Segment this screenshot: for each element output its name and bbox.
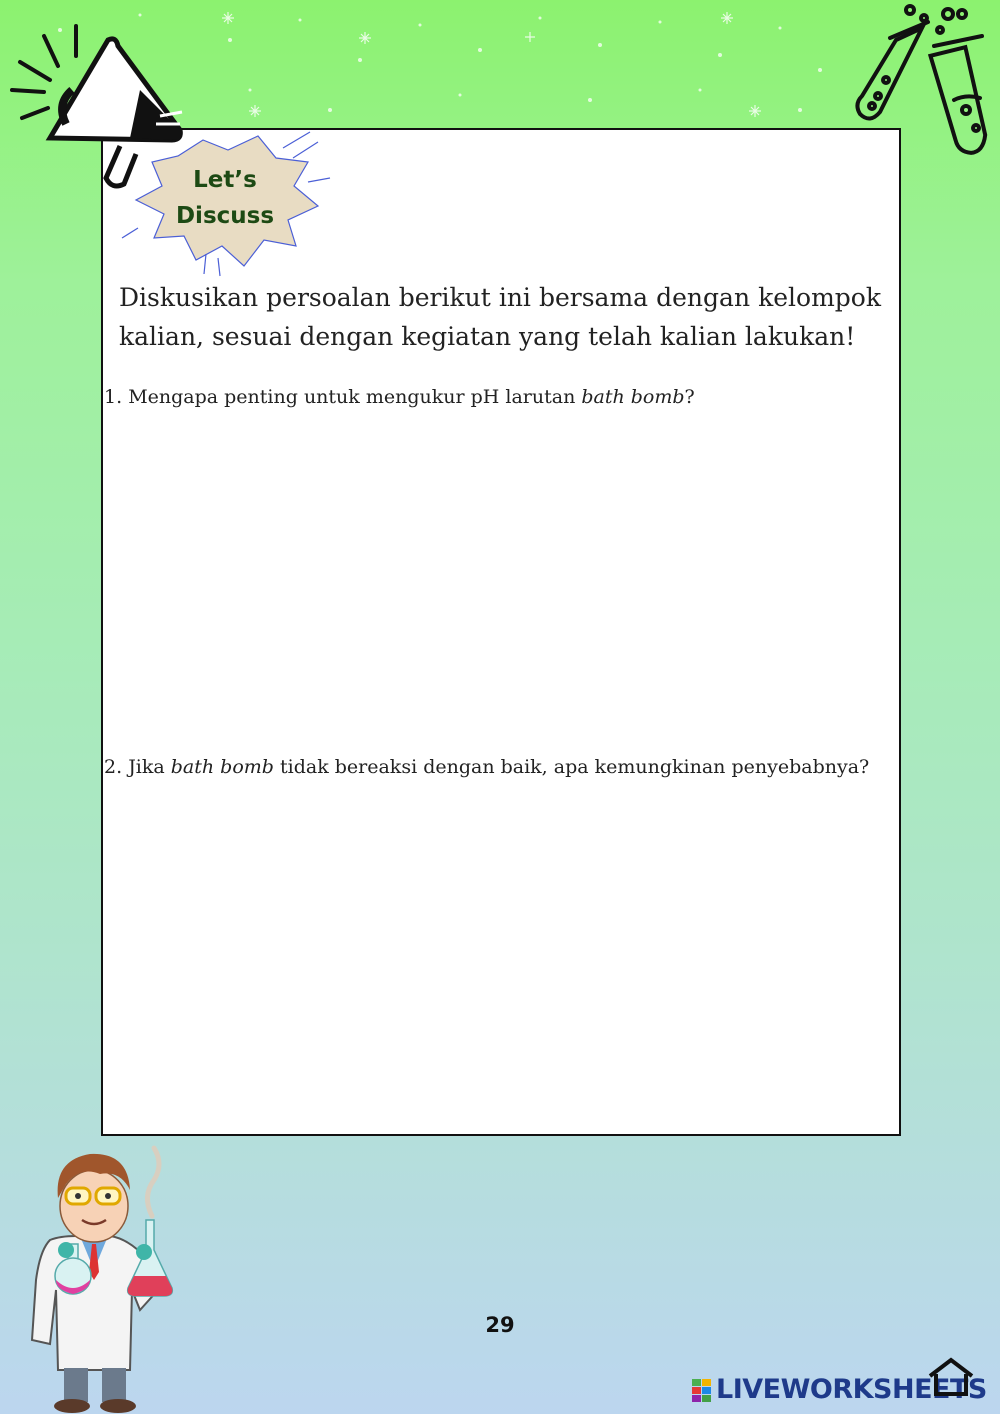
badge-line-1: Let’s [193, 167, 257, 193]
scientist-illustration [20, 1140, 190, 1414]
question-2-end: tidak bereaksi dengan baik, apa kemungkinan penyebabnya? [273, 756, 870, 778]
question-2-text: Jika [128, 756, 171, 778]
answer-area-1[interactable] [118, 420, 878, 740]
question-1-number: 1. [104, 386, 123, 408]
badge-line-2: Discuss [175, 203, 275, 229]
question-1-end: ? [684, 386, 695, 408]
question-2 [104, 756, 894, 778]
question-1-italic: bath bomb [581, 386, 685, 408]
liveworksheets-logo-icon [692, 1379, 712, 1403]
page-number: 29 [485, 1313, 515, 1337]
megaphone-icon [10, 20, 200, 200]
test-tubes-icon [850, 0, 1000, 160]
answer-area-2[interactable] [118, 792, 878, 1112]
question-1 [104, 386, 894, 408]
house-icon [926, 1356, 976, 1396]
question-2-number: 2. [104, 756, 123, 778]
intro-paragraph: Diskusikan persoalan berikut ini bersama dengan kelompok kalian, sesuai dengan kegiatan yang telah kalian lakukan! [119, 283, 881, 351]
question-1-text: Mengapa penting untuk mengukur pH larutan [128, 386, 582, 408]
liveworksheets-text: LIVEWORKSHEETS [716, 1374, 987, 1405]
question-2-italic: bath bomb [170, 756, 274, 778]
